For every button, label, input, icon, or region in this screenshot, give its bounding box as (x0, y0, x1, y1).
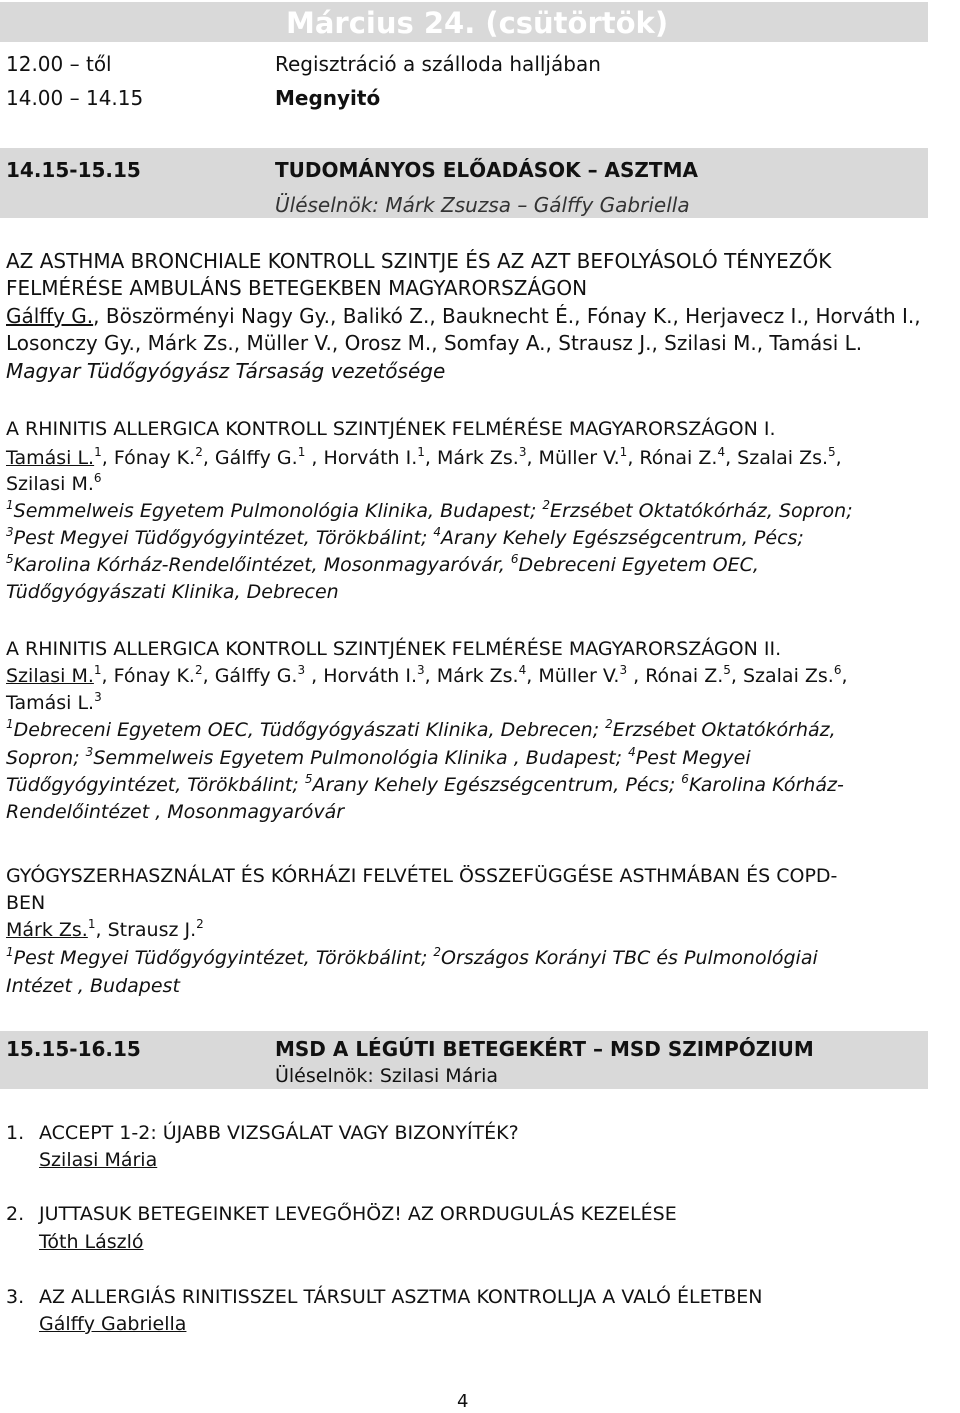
talk4-aff-line1 (6, 945, 818, 969)
sup: 4 (628, 745, 636, 759)
aff-text: Arany Kehely Egészségcentrum, Pécs; (312, 774, 682, 796)
aff-text: Semmelweis Egyetem Pulmonológia Klinika, Budapest; (13, 500, 543, 522)
author: , Horváth I. (305, 665, 418, 687)
talk4-aff-line2: Intézet , Budapest (6, 975, 180, 997)
aff-text: Országos Korányi TBC és Pulmonológiai (441, 947, 818, 969)
talk1-coauthors: , Böszörményi Nagy Gy., Balikó Z., Bauknecht É., Fónay K., Herjavecz I., Horváth I., (93, 304, 921, 328)
talk2-title: A RHINITIS ALLERGICA KONTROLL SZINTJÉNEK FELMÉRÉSE MAGYARORSZÁGON I. (6, 418, 776, 440)
page-number: 4 (457, 1391, 469, 1412)
author: , Márk Zs. (424, 665, 519, 687)
sup: 3 (619, 663, 628, 677)
talk1-title-line2: FELMÉRÉSE AMBULÁNS BETEGEKBEN MAGYARORSZÁGON (6, 276, 588, 300)
author: , (835, 447, 842, 469)
session2-title: MSD A LÉGÚTI BETEGEKÉRT – MSD SZIMPÓZIUM (275, 1037, 814, 1061)
author: , Gálffy G. (202, 665, 298, 687)
sup: 6 (681, 772, 689, 786)
sup: 1 (87, 917, 96, 931)
aff-text: Arany Kehely Egészségcentrum, Pécs; (441, 527, 804, 549)
aff-text: Pest Megyei (635, 747, 751, 769)
sup: 2 (194, 663, 203, 677)
item-title-3: AZ ALLERGIÁS RINITISSZEL TÁRSULT ASZTMA KONTROLLJA A VALÓ ÉLETBEN (39, 1286, 763, 1308)
sup: 1 (94, 445, 102, 459)
sup: 5 (723, 663, 731, 677)
aff-text: Pest Megyei Tüdőgyógyintézet, Törökbálint; (13, 947, 434, 969)
author: , Horváth I. (305, 447, 418, 469)
aff-text: Sopron; (6, 747, 86, 769)
sup: 4 (717, 445, 726, 459)
sup: 3 (297, 663, 306, 677)
aff-text: Karolina Kórház-Rendelőintézet, Mosonmagyaróvár, (13, 554, 511, 576)
sup: 1 (6, 945, 14, 959)
talk1-presenter: Gálffy G. (6, 304, 94, 328)
sup: 5 (828, 445, 836, 459)
sup: 1 (6, 498, 14, 512)
sup: 4 (518, 663, 527, 677)
talk4-authors (6, 917, 204, 941)
sup: 1 (297, 445, 306, 459)
schedule-time-2: 14.00 – 14.15 (6, 86, 144, 110)
author: , Szalai Zs. (725, 447, 829, 469)
item-number-1: 1. (6, 1122, 25, 1144)
talk2-presenter: Tamási L. (6, 447, 95, 469)
talk3-aff-line3 (6, 772, 844, 796)
author: Tamási L. (6, 692, 95, 714)
item-number-2: 2. (6, 1203, 25, 1225)
talk2-aff-line3 (6, 552, 759, 576)
sup: 1 (417, 445, 425, 459)
aff-text: Erzsébet Oktatókórház, (612, 719, 836, 741)
author: , Fónay K. (101, 665, 195, 687)
talk1-affiliation: Magyar Tüdőgyógyász Társaság vezetősége (6, 359, 446, 383)
sup: 4 (433, 525, 442, 539)
sup: 2 (542, 498, 551, 512)
sup: 1 (619, 445, 628, 459)
item-speaker-2: Tóth László (39, 1231, 144, 1253)
session1-time: 14.15-15.15 (6, 158, 141, 182)
author: Szilasi M. (6, 473, 94, 495)
sup: 5 (6, 552, 14, 566)
sup: 6 (510, 552, 519, 566)
sup: 6 (833, 663, 842, 677)
talk1-authors-line1 (6, 306, 921, 326)
author: , Rónai Z. (627, 665, 724, 687)
talk2-authors-line1 (6, 445, 842, 469)
aff-text: Pest Megyei Tüdőgyógyintézet, Törökbálint; (13, 527, 434, 549)
item-speaker-3: Gálffy Gabriella (39, 1313, 187, 1335)
talk3-authors-line2 (6, 690, 102, 714)
sup: 3 (417, 663, 425, 677)
author: , Márk Zs. (424, 447, 519, 469)
aff-text: Erzsébet Oktatókórház, Sopron; (550, 500, 853, 522)
sup: 3 (85, 745, 94, 759)
item-number-3: 3. (6, 1286, 25, 1308)
talk3-presenter: Szilasi M. (6, 665, 94, 687)
sup: 6 (93, 471, 102, 485)
item-title-1: ACCEPT 1-2: ÚJABB VIZSGÁLAT VAGY BIZONYÍTÉK? (39, 1122, 519, 1144)
day-header: Március 24. (csütörtök) (286, 6, 669, 40)
session1-title: TUDOMÁNYOS ELŐADÁSOK – ASZTMA (275, 158, 698, 182)
sup: 5 (304, 772, 313, 786)
talk2-authors-line2 (6, 471, 102, 495)
sup: 3 (518, 445, 527, 459)
talk1-authors-line2: Losonczy Gy., Márk Zs., Müller V., Orosz M., Somfay A., Strausz J., Szilasi M., Tamási L. (6, 331, 863, 355)
sup: 2 (433, 945, 442, 959)
talk3-aff-line2 (6, 745, 751, 769)
aff-text: Tüdőgyógyintézet, Törökbálint; (6, 774, 305, 796)
sup: 3 (94, 690, 102, 704)
session1-chair: Üléselnök: Márk Zsuzsa – Gálffy Gabriella (275, 193, 690, 217)
author: , Müller V. (526, 447, 620, 469)
session2-time: 15.15-16.15 (6, 1037, 141, 1061)
talk2-aff-line4: Tüdőgyógyászati Klinika, Debrecen (6, 581, 339, 603)
sup: 2 (196, 917, 204, 931)
sup: 2 (605, 717, 613, 731)
session2-chair: Üléselnök: Szilasi Mária (275, 1065, 499, 1087)
schedule-time-1: 12.00 – től (6, 52, 112, 76)
talk2-aff-line2 (6, 525, 804, 549)
talk3-title: A RHINITIS ALLERGICA KONTROLL SZINTJÉNEK FELMÉRÉSE MAGYARORSZÁGON II. (6, 638, 782, 660)
author: , Gálffy G. (202, 447, 298, 469)
author: , Fónay K. (101, 447, 196, 469)
talk1-title-line1: AZ ASTHMA BRONCHIALE KONTROLL SZINTJE ÉS AZ AZT BEFOLYÁSOLÓ TÉNYEZŐK (6, 249, 832, 273)
author: , Rónai Z. (627, 447, 718, 469)
schedule-title-2: Megnyitó (275, 86, 381, 110)
author: , (841, 665, 848, 687)
talk3-aff-line1 (6, 717, 836, 741)
item-title-2: JUTTASUK BETEGEINKET LEVEGŐHÖZ! AZ ORRDUGULÁS KEZELÉSE (39, 1203, 677, 1225)
sup: 2 (195, 445, 203, 459)
author: , Müller V. (526, 665, 620, 687)
aff-text: Karolina Kórház- (688, 774, 844, 796)
author: , Strausz J. (95, 919, 197, 941)
talk4-presenter: Márk Zs. (6, 919, 88, 941)
talk4-title-line1: GYÓGYSZERHASZNÁLAT ÉS KÓRHÁZI FELVÉTEL ÖSSZEFÜGGÉSE ASTHMÁBAN ÉS COPD- (6, 865, 838, 887)
talk3-aff-line4: Rendelőintézet , Mosonmagyaróvár (6, 801, 345, 823)
talk2-aff-line1 (6, 498, 853, 522)
schedule-title-1: Regisztráció a szálloda halljában (275, 52, 601, 76)
aff-text: Debreceni Egyetem OEC, Tüdőgyógyászati Klinika, Debrecen; (13, 719, 606, 741)
aff-text: Debreceni Egyetem OEC, (518, 554, 759, 576)
sup: 1 (6, 717, 14, 731)
author: , Szalai Zs. (730, 665, 834, 687)
aff-text: Semmelweis Egyetem Pulmonológia Klinika , Budapest; (93, 747, 629, 769)
talk3-authors-line1 (6, 663, 848, 687)
sup: 1 (93, 663, 102, 677)
talk4-title-line2: BEN (6, 892, 46, 914)
sup: 3 (6, 525, 14, 539)
item-speaker-1: Szilasi Mária (39, 1149, 158, 1171)
